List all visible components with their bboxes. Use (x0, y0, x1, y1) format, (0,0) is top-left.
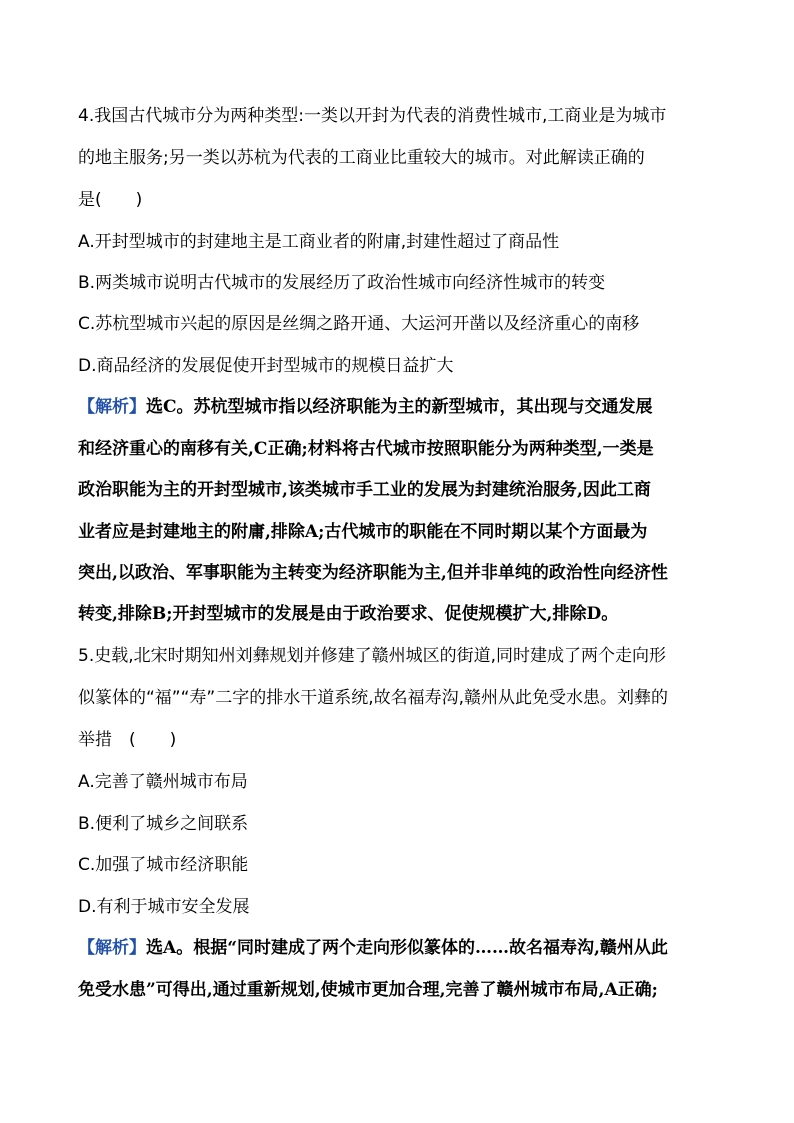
q5-option-b: B.便利了城乡之间联系 (78, 814, 249, 834)
q5-stem-line-2: 似篆体的“福”“寿”二字的排水干道系统,故名福寿沟,赣州从此免受水患。刘彝的 (78, 688, 669, 708)
q4-stem-line-1: 4.我国古代城市分为两种类型:一类以开封为代表的消费性城市,工商业是为城市 (78, 106, 667, 126)
q4-explanation-line-3: 政治职能为主的开封型城市,该类城市手工业的发展为封建统治服务,因此工商 (78, 480, 651, 500)
q5-option-a: A.完善了赣州城市布局 (78, 772, 248, 792)
q4-stem-line-3: 是( ) (78, 190, 143, 210)
q4-explanation-line-1 (78, 395, 653, 419)
q4-option-a: A.开封型城市的封建地主是工商业者的附庸,封建性超过了商品性 (78, 232, 560, 252)
q5-explanation-line-2: 免受水患”可得出,通过重新规划,使城市更加合理,完善了赣州城市布局,A正确; (78, 980, 658, 1000)
q4-explanation-line-6: 转变,排除B;开封型城市的发展是由于政治要求、促使规模扩大,排除D。 (78, 604, 619, 624)
q5-explanation-tag: 【解析】 (78, 938, 146, 958)
q4-explanation-text-1: 选C。苏杭型城市指以经济职能为主的新型城市，其出现与交通发展 (146, 397, 653, 417)
q4-explanation-line-4: 业者应是封建地主的附庸,排除A;古代城市的职能在不同时期以某个方面最为 (78, 522, 648, 542)
q4-explanation-line-2: 和经济重心的南移有关,C正确;材料将古代城市按照职能分为两种类型,一类是 (78, 439, 654, 459)
q4-option-c: C.苏杭型城市兴起的原因是丝绸之路开通、大运河开凿以及经济重心的南移 (78, 314, 640, 334)
q5-option-c: C.加强了城市经济职能 (78, 855, 249, 875)
q5-stem-line-1: 5.史载,北宋时期知州刘彝规划并修建了赣州城区的街道,同时建成了两个走向形 (78, 646, 667, 666)
q5-stem-line-3: 举措 ( ) (78, 730, 177, 750)
q4-explanation-tag: 【解析】 (78, 397, 146, 417)
q4-option-b: B.两类城市说明古代城市的发展经历了政治性城市向经济性城市的转变 (78, 273, 606, 293)
q4-stem-line-2: 的地主服务;另一类以苏杭为代表的工商业比重较大的城市。对此解读正确的 (78, 148, 645, 168)
q5-explanation-line-1 (78, 936, 668, 960)
q4-explanation-line-5: 突出,以政治、军事职能为主转变为经济职能为主,但并非单纯的政治性向经济性 (78, 563, 668, 583)
q4-option-d: D.商品经济的发展促使开封型城市的规模日益扩大 (78, 356, 454, 376)
q5-explanation-text-1: 选A。根据“同时建成了两个走向形似篆体的……故名福寿沟,赣州从此 (146, 938, 668, 958)
q5-option-d: D.有利于城市安全发展 (78, 897, 250, 917)
